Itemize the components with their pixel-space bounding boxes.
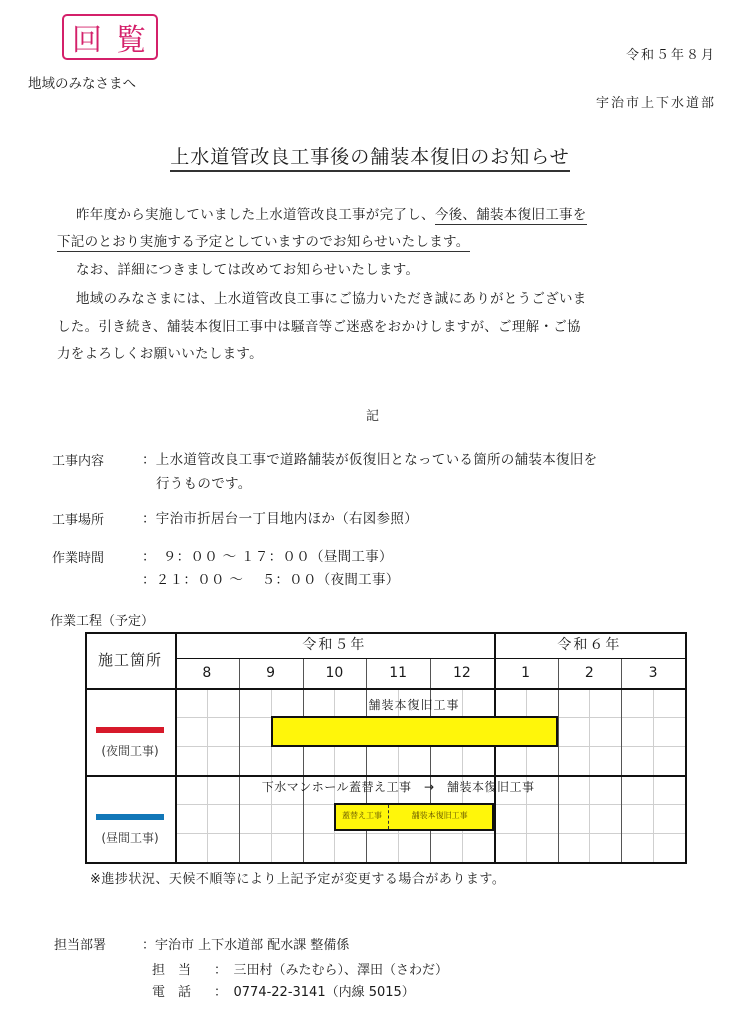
- paragraph-3-line-1: 地域のみなさまには、上水道管改良工事にご協力いただき誠にありがとうございま: [76, 291, 587, 307]
- recipient: 地域のみなさまへ: [28, 76, 136, 92]
- content-label: 工事内容: [52, 454, 105, 469]
- place-value: ：宇治市折居台一丁目地内ほか（右図参照）: [142, 511, 418, 527]
- bar-caption: 下水マンホール蓋替え工事 → 舗装本復旧工事: [261, 780, 535, 794]
- month-header: 10: [325, 665, 344, 681]
- header-bottom: [85, 688, 685, 690]
- place-label: 工事場所: [52, 513, 105, 528]
- paragraph-2: なお、詳細につきましては改めてお知らせいたします。: [76, 262, 420, 278]
- phone-label: 電 話: [152, 985, 192, 1000]
- content-line-1: ：上水道管改良工事で道路舗装が仮復旧となっている箇所の舗装本復旧を: [142, 452, 598, 468]
- hours-label: 作業時間: [52, 551, 105, 566]
- legend-swatch: [96, 814, 164, 820]
- year-row-divider: [175, 658, 685, 659]
- schedule-heading: 作業工程（予定）: [50, 614, 155, 629]
- table-border-bottom: [85, 862, 687, 864]
- hours-day: ： ９：００ ～ １７：００（昼間工事）: [142, 549, 393, 565]
- month-header: 3: [648, 665, 658, 681]
- paragraph-3-line-2: した。引き続き、舗装本復旧工事中は騒音等ご迷惑をおかけしますが、ご理解・ご協: [57, 319, 581, 335]
- legend-label: (夜間工事): [101, 744, 159, 758]
- p1-plain: 昨年度から実施していました上水道管改良工事が完了し、: [76, 207, 435, 223]
- dept-value: ：宇治市 上下水道部 配水課 整備係: [142, 938, 350, 953]
- schedule-note: ※進捗状況、天候不順等により上記予定が変更する場合があります。: [90, 872, 506, 887]
- person-value: ： 三田村（みたむら）、澤田（さわだ）: [214, 963, 449, 978]
- phone-value: ： 0774-22-3141（内線 5015）: [214, 985, 415, 1000]
- p1-underlined-b: 下記のとおり実施する予定としていますのでお知らせいたします。: [57, 234, 470, 250]
- content-line-2: 行うものです。: [156, 476, 252, 492]
- sender: 宇治市上下水道部: [595, 96, 716, 111]
- location-header: 施工箇所: [97, 651, 162, 669]
- ki-heading: 記: [366, 409, 380, 424]
- bar-segment-label: 舗装本復旧工事: [411, 811, 468, 820]
- month-header: 1: [521, 665, 531, 681]
- paragraph-3-line-3: 力をよろしくお願いいたします。: [57, 346, 263, 362]
- hours-night: ：２１：００ ～ ５：００（夜間工事）: [142, 572, 400, 588]
- month-header: 12: [452, 665, 471, 681]
- section-divider: [85, 775, 685, 777]
- month-header: 9: [266, 665, 276, 681]
- dept-label: 担当部署: [54, 938, 107, 953]
- legend-label: (昼間工事): [101, 831, 159, 845]
- year-header: 令和６年: [557, 637, 622, 653]
- p1-underlined-a: 今後、舗装本復旧工事を: [434, 207, 587, 223]
- month-header: 2: [584, 665, 594, 681]
- legend-swatch: [96, 727, 164, 733]
- title-text: 上水道管改良工事後の舗装本復旧のお知らせ: [170, 146, 569, 172]
- bar-segment-label: 蓋替え工事: [342, 811, 382, 820]
- month-header: 11: [389, 665, 408, 681]
- person-label: 担 当: [152, 963, 192, 978]
- month-header: 8: [202, 665, 212, 681]
- bar-caption: 舗装本復旧工事: [368, 698, 460, 712]
- issue-date: 令和５年８月: [625, 48, 716, 63]
- schedule-bar: [271, 716, 558, 747]
- table-border-right: [685, 632, 687, 864]
- year-header: 令和５年: [302, 637, 367, 653]
- circulation-stamp: 回覧: [62, 14, 158, 60]
